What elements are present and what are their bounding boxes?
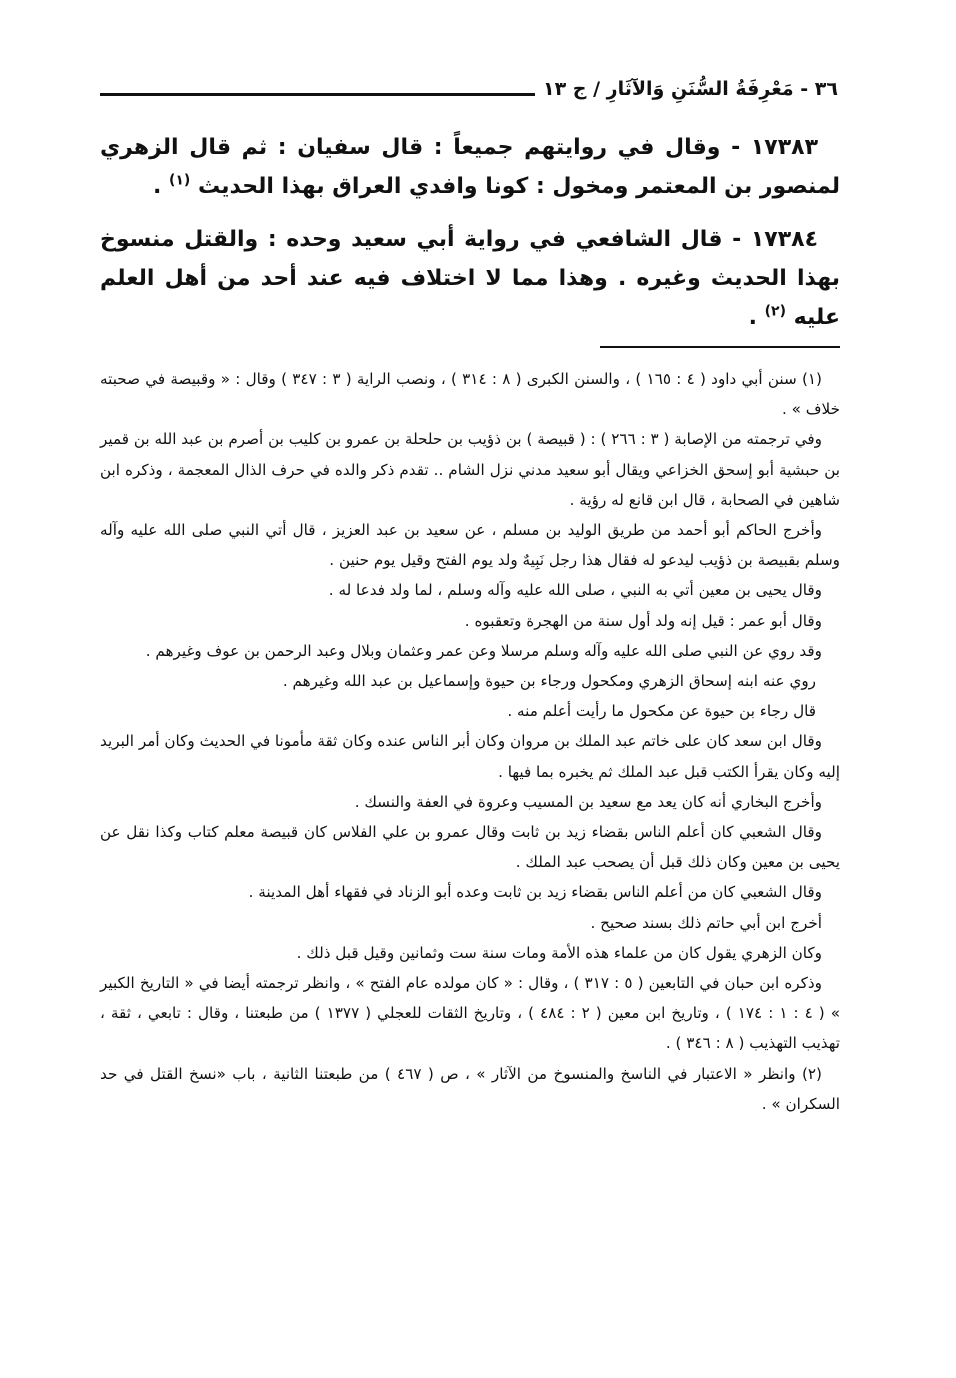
footnote-paragraph: وأخرج البخاري أنه كان يعد مع سعيد بن المسيب وعروة في العفة والنسك . [354, 792, 822, 811]
footnote-separator [600, 346, 840, 348]
hadith-17384-tail: . [748, 305, 757, 330]
footnote-mark-2: (٢) [764, 303, 786, 320]
hadith-17384-text: ١٧٣٨٤ - قال الشافعي في رواية أبي سعيد وحده : والقتل منسوخ بهذا الحديث وغيره . وهذا مما لا اختلاف فيه عند أحد من أهل العلم عليه [100, 227, 840, 330]
main-text [100, 128, 840, 351]
footnote-1: (١) سنن أبي داود ( ٤ : ١٦٥ ) ، والسنن الكبرى ( ٨ : ٣١٤ ) ، ونصب الراية ( ٣ : ٣٤٧ ) وقال : « وقبيصة في صحبته خلاف » . [100, 370, 840, 419]
footnote-paragraph: وقال أبو عمر : قيل إنه ولد أول سنة من الهجرة وتعقبوه . [464, 611, 822, 630]
footnote-paragraph: وكان الزهري يقول كان من علماء هذه الأمة ومات سنة ست وثمانين وقيل قبل ذلك . [296, 943, 822, 962]
hadith-17383-tail: . [152, 174, 162, 199]
footnote-paragraph: روي عنه ابنه إسحاق الزهري ومكحول ورجاء بن حيوة وإسماعيل بن عبد الله وغيرهم . [282, 672, 816, 691]
running-head [100, 70, 838, 110]
footnote-paragraph: وأخرج الحاكم أبو أحمد من طريق الوليد بن مسلم ، عن سعيد بن عبد العزيز ، قال أتي النبي صلى الله عليه وآله وسلم بقبيصة بن ذؤيب ليدعو له فقال هذا رجل نَبِيهٌ ولد يوم الفتح وقيل يوم حنين . [100, 521, 840, 570]
footnote-paragraph: قال رجاء بن حيوة عن مكحول ما رأيت أعلم منه . [507, 702, 816, 721]
hadith-17384 [100, 220, 840, 337]
footnote-paragraph: وقد روي عن النبي صلى الله عليه وآله وسلم مرسلا وعن عمر وعثمان وبلال وعبد الرحمن بن عوف وغيرهم . [145, 641, 822, 660]
running-head-title: ٣٦ - مَعْرِفَةُ السُّنَنِ وَالآثَارِ / ج ١٣ [542, 78, 838, 100]
footnote-paragraph: وفي ترجمته من الإصابة ( ٣ : ٢٦٦ ) : ( قبيصة ) بن ذؤيب بن حلحلة بن عمرو بن كليب بن أصرم بن عبد الله بن قمير بن حبشية أبو إسحق الخزاعي ويقال أبو سعيد مدني نزل الشام .. تقدم ذكر والده في حرف الذال المعجمة ، وذكره ابن شاهين في الصحابة ، قال ابن قانع له رؤية . [100, 430, 840, 509]
footnotes [100, 364, 840, 1119]
footnote-paragraph: وذكره ابن حبان في التابعين ( ٥ : ٣١٧ ) ، وقال : « كان مولده عام الفتح » ، وانظر ترجمته أيضا في « التاريخ الكبير » ( ٤ : ١ : ١٧٤ ) ، وتاريخ ابن معين ( ٢ : ٤٨٤ ) ، وتاريخ الثقات للعجلي ( ١٣٧٧ ) من طبعتنا ، وقال : تابعي ، ثقة ، تهذيب التهذيب ( ٨ : ٣٤٦ ) . [100, 974, 841, 1053]
hadith-17383-text: ١٧٣٨٣ - وقال في روايتهم جميعاً : قال سفيان : ثم قال الزهري لمنصور بن المعتمر ومخول : كونا وافدي العراق بهذا الحديث [100, 135, 840, 199]
footnote-paragraph: وقال يحيى بن معين أتي به النبي ، صلى الله عليه وآله وسلم ، لما ولد فدعا له . [328, 581, 822, 600]
footnote-mark-1: (١) [168, 172, 191, 189]
header-rule [100, 93, 535, 96]
footnote-paragraph: أخرج ابن أبي حاتم ذلك بسند صحيح . [590, 913, 822, 932]
footnote-paragraph: وقال ابن سعد كان على خاتم عبد الملك بن مروان وكان أبر الناس عنده وكان ثقة مأمونا في الحديث وكان أمر البريد إليه وكان يقرأ الكتب قبل عبد الملك ثم يخبره بما فيها . [100, 732, 840, 781]
footnote-paragraph: وقال الشعبي كان من أعلم الناس بقضاء زيد بن ثابت وعده أبو الزناد في فقهاء أهل المدينة . [248, 883, 822, 902]
footnote-paragraph: وقال الشعبي كان أعلم الناس بقضاء زيد بن ثابت وقال عمرو بن علي الفلاس كان قبيصة معلم كتاب وكذا نقل عن يحيى بن معين وكان ذلك قبل أن يصحب عبد الملك . [100, 823, 840, 872]
footnote-2: (٢) وانظر « الاعتبار في الناسخ والمنسوخ من الآثار » ، ص ( ٤٦٧ ) من طبعتنا الثانية ، باب «نسخ القتل في حد السكران » . [100, 1064, 840, 1113]
hadith-17383 [100, 128, 840, 206]
